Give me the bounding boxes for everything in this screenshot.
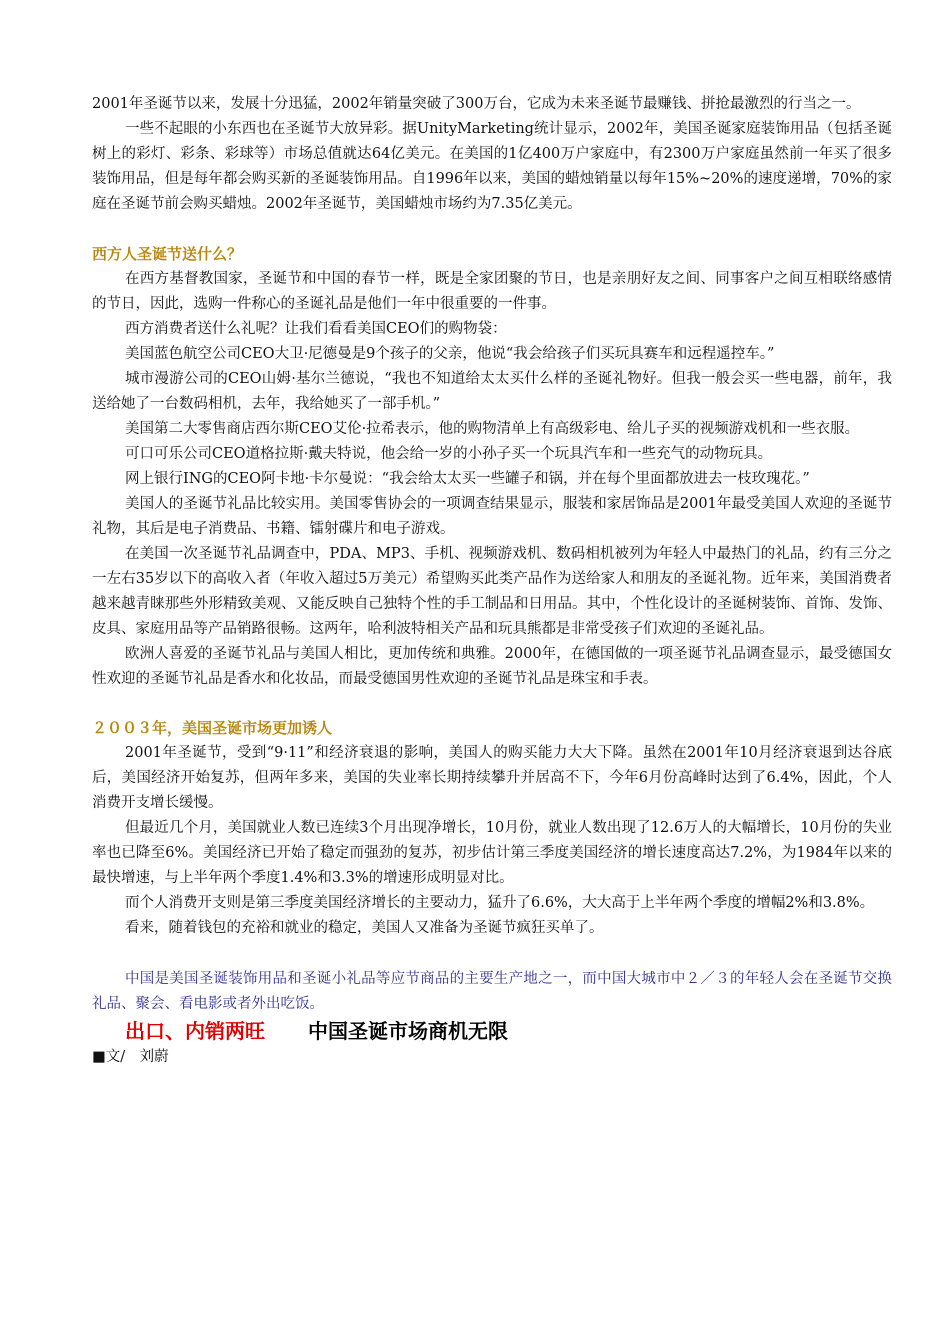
paragraph: 在美国一次圣诞节礼品调查中，PDA、MP3、手机、视频游戏机、数码相机被列为年轻人中最热门的礼品，约有三分之一左右35岁以下的高收入者（年收入超过5万美元）希望购买此类产品作为送给家人和朋友的圣诞礼物。近年来，美国消费者越来越青睐那些外形精致美观、又能反映自己独特个性的手工制品和日用品。其中，个性化设计的圣诞树装饰、首饰、发饰、皮具、家庭用品等产品销路很畅。这两年，哈利波特相关产品和玩具熊都是非常受孩子们欢迎的圣诞礼品。 xyxy=(92,546,892,637)
paragraph: 但最近几个月，美国就业人数已连续3个月出现净增长，10月份，就业人数出现了12.6万人的大幅增长，10月份的失业率也已降至6%。美国经济已开始了稳定而强劲的复苏，初步估计第三季度美国经济的增长速度高达7.2%，为1984年以来的最快增速，与上半年两个季度1.4%和3.3%的增速形成明显对比。 xyxy=(92,820,892,886)
paragraph: 美国人的圣诞节礼品比较实用。美国零售协会的一项调查结果显示，服装和家居饰品是2001年最受美国人欢迎的圣诞节礼物，其后是电子消费品、书籍、镭射碟片和电子游戏。 xyxy=(92,496,892,537)
paragraph: 而个人消费开支则是第三季度美国经济增长的主要动力，猛升了6.6%，大大高于上半年两个季度的增幅2%和3.8%。 xyxy=(125,895,875,911)
article-headline xyxy=(92,1017,892,1045)
paragraph: 可口可乐公司CEO道格拉斯·戴夫特说，他会给一岁的小孙子买一个玩具汽车和一些充气的动物玩具。 xyxy=(125,446,773,462)
headline-black: 中国圣诞市场商机无限 xyxy=(307,1019,508,1043)
section-heading: 西方人圣诞节送什么？ xyxy=(92,245,243,263)
section-heading: ２００３年，美国圣诞市场更加诱人 xyxy=(92,719,333,737)
article-lead: 中国是美国圣诞装饰用品和圣诞小礼品等应节商品的主要生产地之一，而中国大城市中２／３的年轻人会在圣诞节交换礼品、聚会、看电影或者外出吃饭。 xyxy=(92,971,892,1012)
headline-red: 出口、内销两旺 xyxy=(125,1019,265,1043)
paragraph: 看来，随着钱包的充裕和就业的稳定，美国人又准备为圣诞节疯狂买单了。 xyxy=(125,920,604,936)
paragraph: 欧洲人喜爱的圣诞节礼品与美国人相比，更加传统和典雅。2000年，在德国做的一项圣诞节礼品调查显示，最受德国女性欢迎的圣诞节礼品是香水和化妆品，而最受德国男性欢迎的圣诞节礼品是珠宝和手表。 xyxy=(92,646,892,687)
paragraph: 美国第二大零售商店西尔斯CEO艾伦·拉希表示，他的购物清单上有高级彩电、给儿子买的视频游戏机和一些衣服。 xyxy=(125,421,860,437)
paragraph: 城市漫游公司的CEO山姆·基尔兰德说，“我也不知道给太太买什么样的圣诞礼物好。但我一般会买一些电器，前年，我送给她了一台数码相机，去年，我给她买了一部手机。” xyxy=(92,371,892,412)
paragraph: 网上银行ING的CEO阿卡地·卡尔曼说：“我会给太太买一些罐子和锅，并在每个里面都放进去一枝玫瑰花。” xyxy=(125,471,810,487)
article xyxy=(92,92,892,1069)
paragraph: 在西方基督教国家，圣诞节和中国的春节一样，既是全家团聚的节日，也是亲朋好友之间、同事客户之间互相联络感情的节日，因此，选购一件称心的圣诞礼品是他们一年中很重要的一件事。 xyxy=(92,271,892,312)
paragraph: 美国蓝色航空公司CEO大卫·尼德曼是9个孩子的父亲，他说“我会给孩子们买玩具赛车和远程遥控车。” xyxy=(125,346,775,362)
paragraph: 西方消费者送什么礼呢？让我们看看美国CEO们的购物袋： xyxy=(125,321,507,337)
byline: ■文/ 刘蔚 xyxy=(92,1049,169,1065)
paragraph: 一些不起眼的小东西也在圣诞节大放异彩。据UnityMarketing统计显示，2002年，美国圣诞家庭装饰用品（包括圣诞树上的彩灯、彩条、彩球等）市场总值就达64亿美元。在美国的1亿400万户家庭中，有2300万户家庭虽然前一年买了很多装饰用品，但是每年都会购买新的圣诞装饰用品。自1996年以来，美国的蜡烛销量以每年15%~20%的速度递增，70%的家庭在圣诞节前会购买蜡烛。2002年圣诞节，美国蜡烛市场约为7.35亿美元。 xyxy=(92,121,892,212)
paragraph: 2001年圣诞节以来，发展十分迅猛，2002年销量突破了300万台，它成为未来圣诞节最赚钱、拼抢最激烈的行当之一。 xyxy=(92,96,861,112)
paragraph: 2001年圣诞节，受到“9·11”和经济衰退的影响，美国人的购买能力大大下降。虽然在2001年10月经济衰退到达谷底后，美国经济开始复苏，但两年多来，美国的失业率长期持续攀升并居高不下，今年6月份高峰时达到了6.4%，因此，个人消费开支增长缓慢。 xyxy=(92,745,892,811)
